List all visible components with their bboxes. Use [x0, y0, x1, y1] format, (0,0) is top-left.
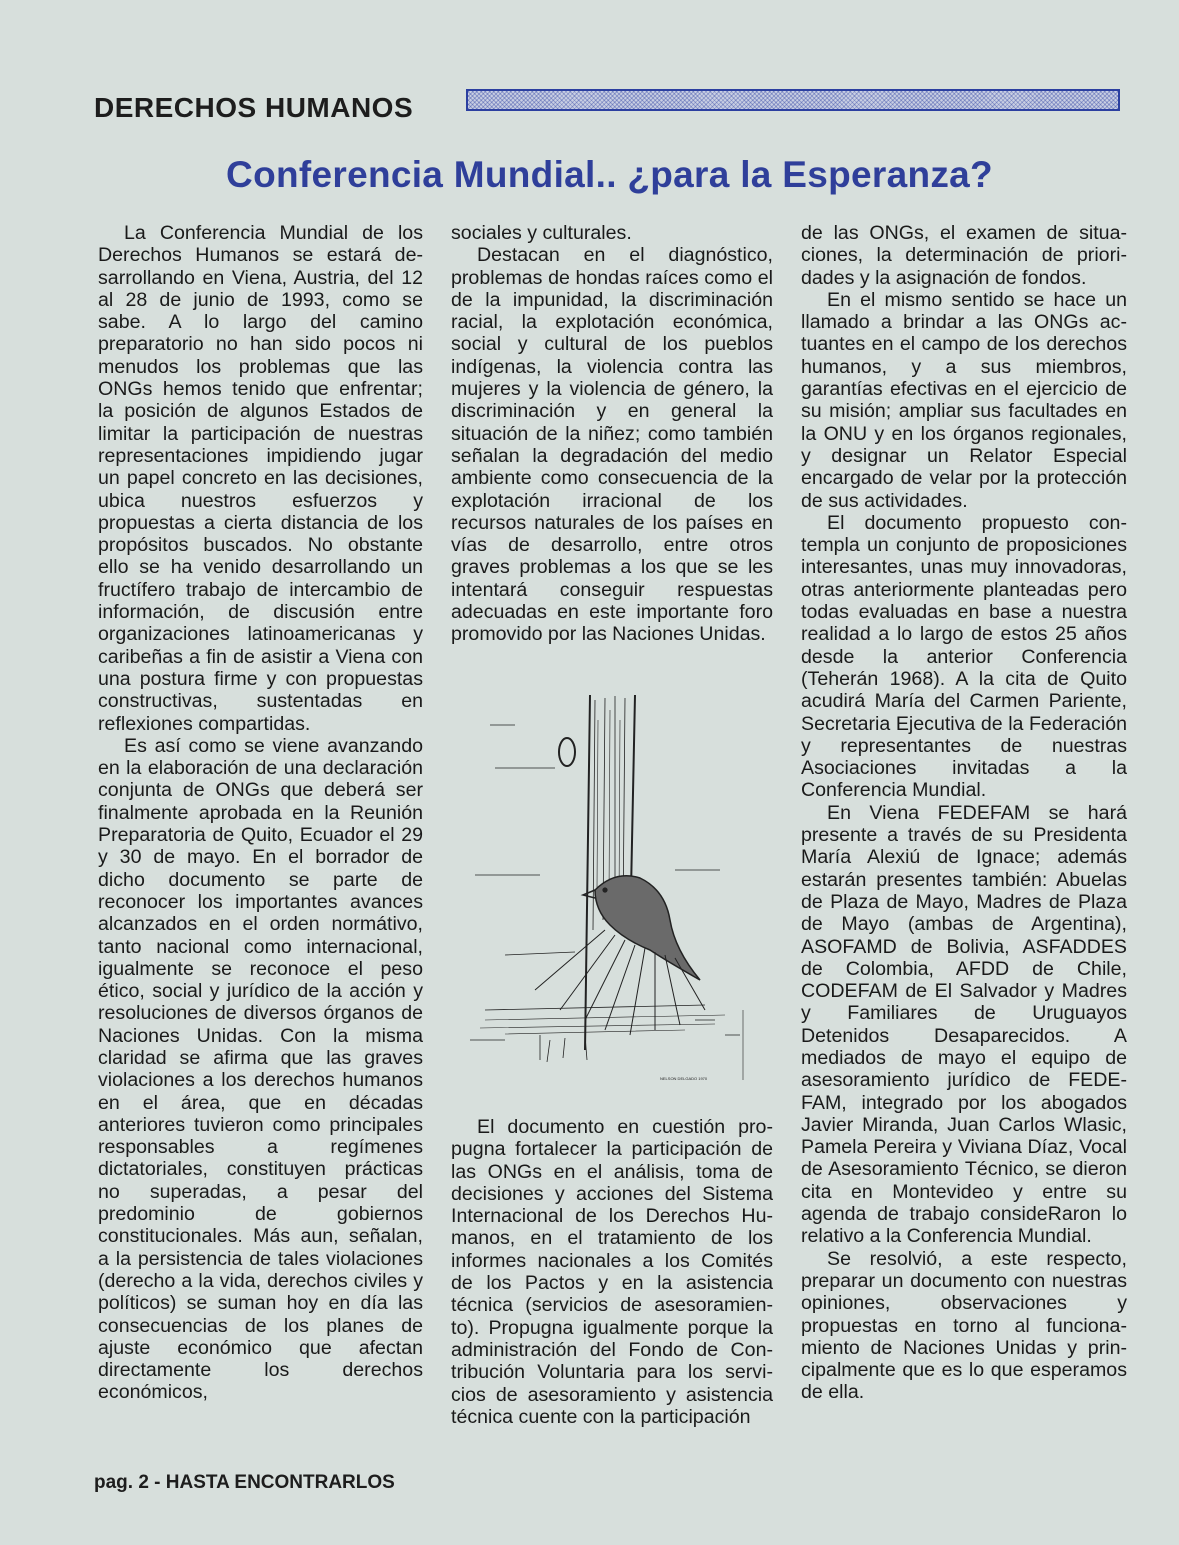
- illustration-caption: NELSON DELGADO 1970: [660, 1076, 708, 1081]
- header-band: [466, 89, 1120, 111]
- tree-bird-illustration: [465, 690, 750, 1085]
- paragraph: En Viena FEDEFAM se hará presente a través de su Presidenta María Alexiú de Ignace; además estarán presentes también: Abuelas de Plaza de Mayo, Madres de Plaza de Mayo (ambas de Argentina), ASOFAMD de Bolivia, ASFADDES de Colombia, AFDD de Chile, CODEFAM de El Salvador y Madres y Familiares de Uruguayos Detenidos Desaparecidos. A mediados de mayo el equipo de asesoramiento jurídico de FEDEFAM, integrado por los abogados Javier Miranda, Juan Carlos Wlasic, Pamela Pereira y Viviana Díaz, Vocal de Asesoramiento Técnico, se dieron cita en Montevideo y entre su agenda de trabajo consideRaron lo relativo a la Conferencia Mundial.: [801, 801, 1127, 1248]
- paragraph: Se resolvió, a este respecto, preparar un documento con nuestras opiniones, observaciones y propuestas en torno al funcionamiento de Naciones Unidas y principalmente que es lo que esperamos de ella.: [801, 1247, 1127, 1404]
- page-footer: pag. 2 - HASTA ENCONTRARLOS: [94, 1472, 395, 1493]
- section-heading: DERECHOS HUMANOS: [94, 92, 414, 123]
- paragraph: El documento propuesto contempla un conjunto de proposiciones interesantes, unas muy innovadoras, otras anteriormente planteadas pero todas evaluadas en base a nuestra realidad a lo largo de estos 25 años desde la anterior Conferencia (Teherán 1968). A la cita de Quito acudirá María del Carmen Pariente, Secretaria Ejecutiva de la Federación y representantes de nuestras Asociaciones invitadas a la Conferencia Mundial.: [801, 511, 1127, 802]
- paragraph: El documento en cuestión propugna fortalecer la participación de las ONGs en el análisis, toma de decisiones y acciones del Sistema Internacional de los Derechos Humanos, en el tratamiento de los informes nacionales a los Comités de los Pactos y en la asistencia técnica (servicios de asesoramiento). Propugna igualmente porque la administración del Fondo de Contribución Voluntaria para los servicios de asesoramiento y asistencia técnica cuente con la participación: [451, 1116, 773, 1428]
- article-title: Conferencia Mundial.. ¿para la Esperanza?: [226, 154, 993, 195]
- column-3: [801, 222, 1127, 1404]
- column-1: [98, 222, 423, 1404]
- column-2-lower: [451, 1116, 773, 1428]
- paragraph: sociales y culturales.: [451, 222, 632, 244]
- illustration-drawing: [465, 690, 750, 1085]
- paragraph: de las ONGs, el examen de situaciones, la determinación de prioridades y la asignación de fondos.: [801, 222, 1127, 289]
- paragraph: Destacan en el diagnóstico, problemas de hondas raíces como el de la impunidad, la discriminación racial, la explotación económica, social y cultural de los pueblos indígenas, la violencia contra las mujeres y la violencia de género, la discriminación y en general la situación de la niñez; como también señalan la degradación del medio ambiente como consecuencia de la explotación irracional de los recursos naturales de los países en vías de desarrollo, entre otros graves problemas a los que se les intentará conseguir respuestas adecuadas en este importante foro promovido por las Naciones Unidas.: [451, 244, 773, 646]
- paragraph: En el mismo sentido se hace un llamado a brindar a las ONGs actuantes en el campo de los derechos humanos, y a sus miembros, garantías efectivas en el ejercicio de su misión; ampliar sus facultades en la ONU y en los órganos regionales, y designar un Relator Especial encargado de velar por la protección de sus actividades.: [801, 288, 1127, 512]
- column-2: [451, 222, 773, 646]
- paragraph: Es así como se viene avanzando en la elaboración de una declaración conjunta de ONGs que deberá ser finalmente aprobada en la Reunión Preparatoria de Quito, Ecuador el 29 y 30 de mayo. En el borrador de dicho documento se parte de reconocer los importantes avances alcanzados en el orden normátivo, tanto nacional como internacional, igualmente se reconoce el peso ético, social y jurídico de la acción y resoluciones de diversos órganos de Naciones Unidas. Con la misma claridad se afirma que las graves violaciones a los derechos humanos en el área, que en décadas anteriores tuvieron como principales responsables a regímenes dictatoriales, constituyen prácticas no superadas, a pesar del predominio de gobiernos constitucionales. Más aun, señalan, a la persistencia de tales violaciones (derecho a la vida, derechos civiles y políticos) se suman hoy en día las consecuencias de los planes de ajuste económico que afectan directamente los derechos económicos,: [98, 734, 423, 1404]
- paragraph: La Conferencia Mundial de los Derechos Humanos se estará desarrollando en Viena, Austria, del 12 al 28 de junio de 1993, como se sabe. A lo largo del camino preparatorio no han sido pocos ni menudos los problemas que las ONGs hemos tenido que enfrentar; la posición de algunos Estados de limitar la participación de nuestras representaciones impidiendo jugar un papel concreto en las decisiones, ubica nuestros esfuerzos y propuestas a cierta distancia de los propósitos buscados. No obstante ello se ha venido desarrollando un fructífero trabajo de intercambio de información, de discusión entre organizaciones latinoamericanas y caribeñas a fin de asistir a Viena con una postura firme y con propuestas constructivas, sustentadas en reflexiones compartidas.: [98, 222, 423, 735]
